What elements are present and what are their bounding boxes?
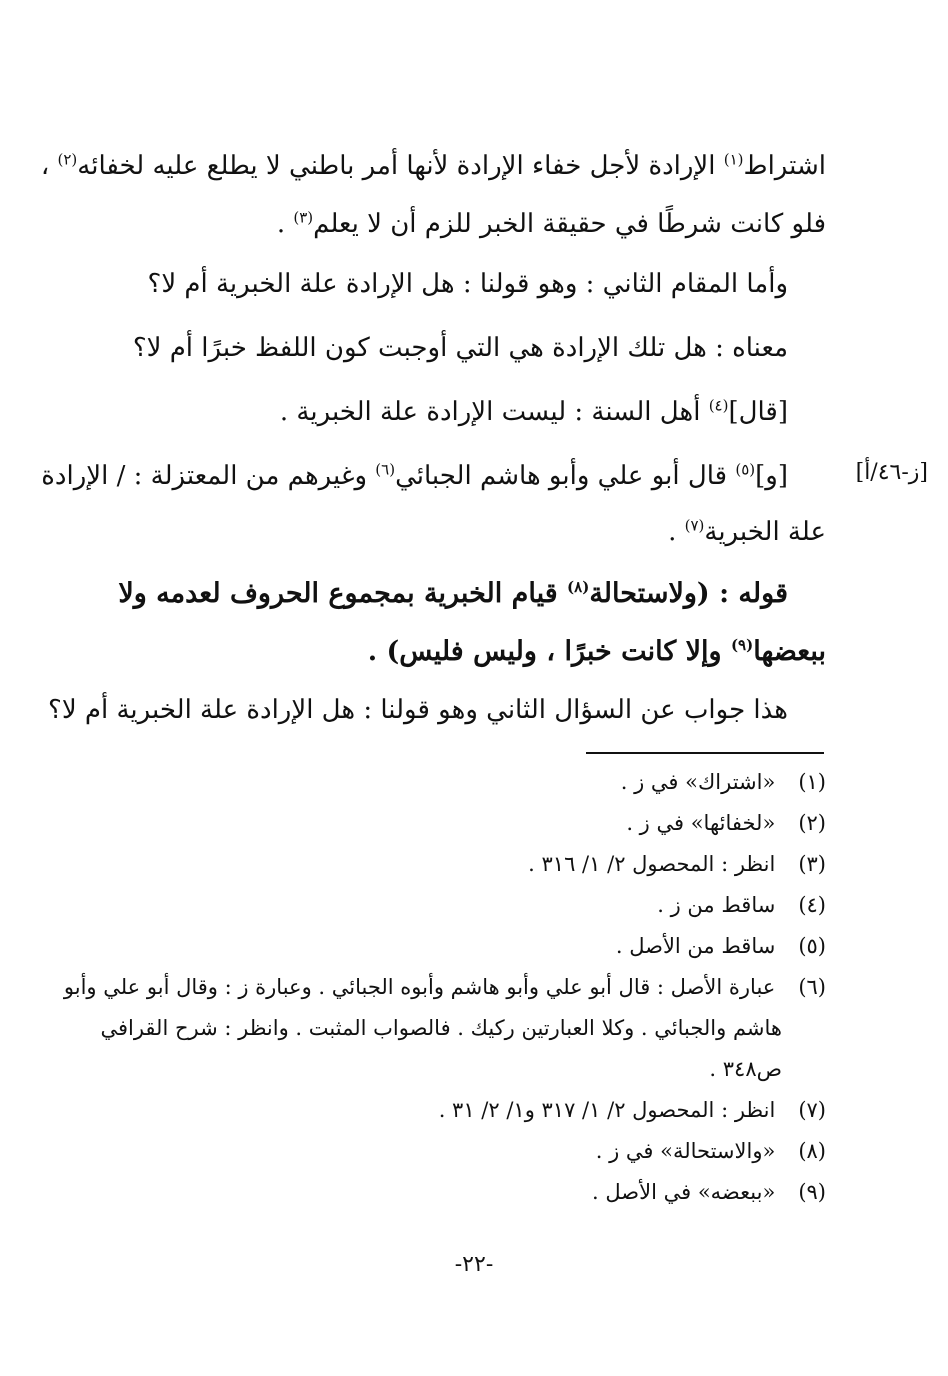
footnote-number: (٢) (798, 811, 826, 835)
footnote-number: (٤) (798, 893, 826, 917)
manuscript-folio-marker: [ز-٤٦/أ] (855, 460, 928, 485)
footnote-number: (٨) (798, 1139, 826, 1163)
footnote-ref-1[interactable]: (١) (723, 150, 744, 169)
paragraph-1-line-2 (114, 206, 826, 242)
footnote-1 (114, 762, 826, 802)
paragraph-1-line-1 (40, 148, 826, 184)
footnote-ref-6[interactable]: (٦) (375, 460, 396, 479)
text-span: [قال] (728, 397, 788, 427)
footnote-text: انظر : المحصول ٢/ ١/ ٣١٦ . (528, 852, 776, 876)
text-span: وإلا كانت خبرًا ، وليس فليس) . (367, 636, 731, 667)
paragraph-5-line-2 (114, 514, 826, 550)
footnote-5 (114, 926, 826, 966)
footnote-9 (114, 1172, 826, 1212)
footnote-text: «والاستحالة» في ز . (595, 1139, 776, 1163)
footnote-text: «لخفائها» في ز . (626, 811, 776, 835)
footnote-6-continuation-2: ص٣٤٨ . (709, 1057, 782, 1081)
paragraph-4 (114, 394, 826, 430)
footnote-text: انظر : المحصول ٢/ ١/ ٣١٧ و١/ ٢/ ٣١ . (438, 1098, 776, 1122)
text-span: [و] (755, 461, 788, 491)
paragraph-5-line-1 (41, 458, 826, 494)
text-span: الإرادة لأجل خفاء الإرادة لأنها أمر باطني لا يطلع عليه لخفائه (77, 151, 724, 181)
footnote-ref-5[interactable]: (٥) (735, 460, 756, 479)
footnote-2 (114, 803, 826, 843)
footnote-ref-7[interactable]: (٧) (684, 516, 705, 535)
paragraph-2: وأما المقام الثاني : وهو قولنا : هل الإرادة علة الخبرية أم لا؟ (147, 269, 788, 299)
text-span: ، (40, 151, 58, 181)
text-span: قال أبو علي وأبو هاشم الجبائي (395, 461, 736, 491)
footnote-number: (٦) (798, 975, 826, 999)
footnote-text: «اشتراك» في ز . (620, 770, 776, 794)
page-number: -٢٢- (454, 1252, 494, 1277)
text-span: أهل السنة : ليست الإرادة علة الخبرية . (279, 397, 709, 427)
footnote-number: (٧) (798, 1098, 826, 1122)
text-span: ببعضها (753, 636, 826, 667)
footnote-3 (114, 844, 826, 884)
footnote-4 (114, 885, 826, 925)
paragraph-6: هذا جواب عن السؤال الثاني وهو قولنا : هل الإرادة علة الخبرية أم لا؟ (48, 695, 788, 725)
footnote-text: عبارة الأصل : قال أبو علي وأبو هاشم وأبوه الجبائي . وعبارة ز : وقال أبو علي وأبو (63, 975, 776, 999)
paragraph-3: معناه : هل تلك الإرادة هي التي أوجبت كون اللفظ خبرًا أم لا؟ (132, 333, 788, 363)
text-span: . (668, 517, 685, 547)
footnote-ref-8[interactable]: (٨) (567, 578, 590, 596)
text-span: قيام الخبرية بمجموع الحروف لعدمه ولا (118, 578, 568, 609)
footnote-text: «ببعضه» في الأصل . (592, 1180, 776, 1204)
text-span: علة الخبرية (704, 517, 826, 547)
footnote-separator (586, 752, 824, 754)
footnote-7 (114, 1090, 826, 1130)
footnote-6 (63, 967, 826, 1007)
footnote-8 (114, 1131, 826, 1171)
footnote-number: (٣) (798, 852, 826, 876)
text-span: قوله : (ولاستحالة (589, 578, 788, 609)
quoted-text-line-2 (114, 634, 826, 670)
footnote-ref-4[interactable]: (٤) (708, 396, 729, 415)
footnote-number: (٥) (798, 934, 826, 958)
footnote-text: ساقط من ز . (657, 893, 776, 917)
footnote-6-continuation-1: هاشم والجبائي . وكلا العبارتين ركيك . فالصواب المثبت . وانظر : شرح القرافي (100, 1016, 782, 1040)
text-span: وغيرهم من المعتزلة : / الإرادة (41, 461, 376, 491)
text-span: فلو كانت شرطًا في حقيقة الخبر للزم أن لا يعلم (313, 209, 826, 239)
footnote-ref-2[interactable]: (٢) (57, 150, 78, 169)
text-span: اشتراط (743, 151, 826, 181)
footnote-ref-3[interactable]: (٣) (293, 208, 314, 227)
footnote-ref-9[interactable]: (٩) (730, 636, 754, 654)
footnote-text: ساقط من الأصل . (615, 934, 776, 958)
quoted-text-line-1 (114, 576, 826, 612)
text-span: . (276, 209, 294, 239)
footnote-number: (٩) (798, 1180, 826, 1204)
footnote-number: (١) (798, 770, 826, 794)
